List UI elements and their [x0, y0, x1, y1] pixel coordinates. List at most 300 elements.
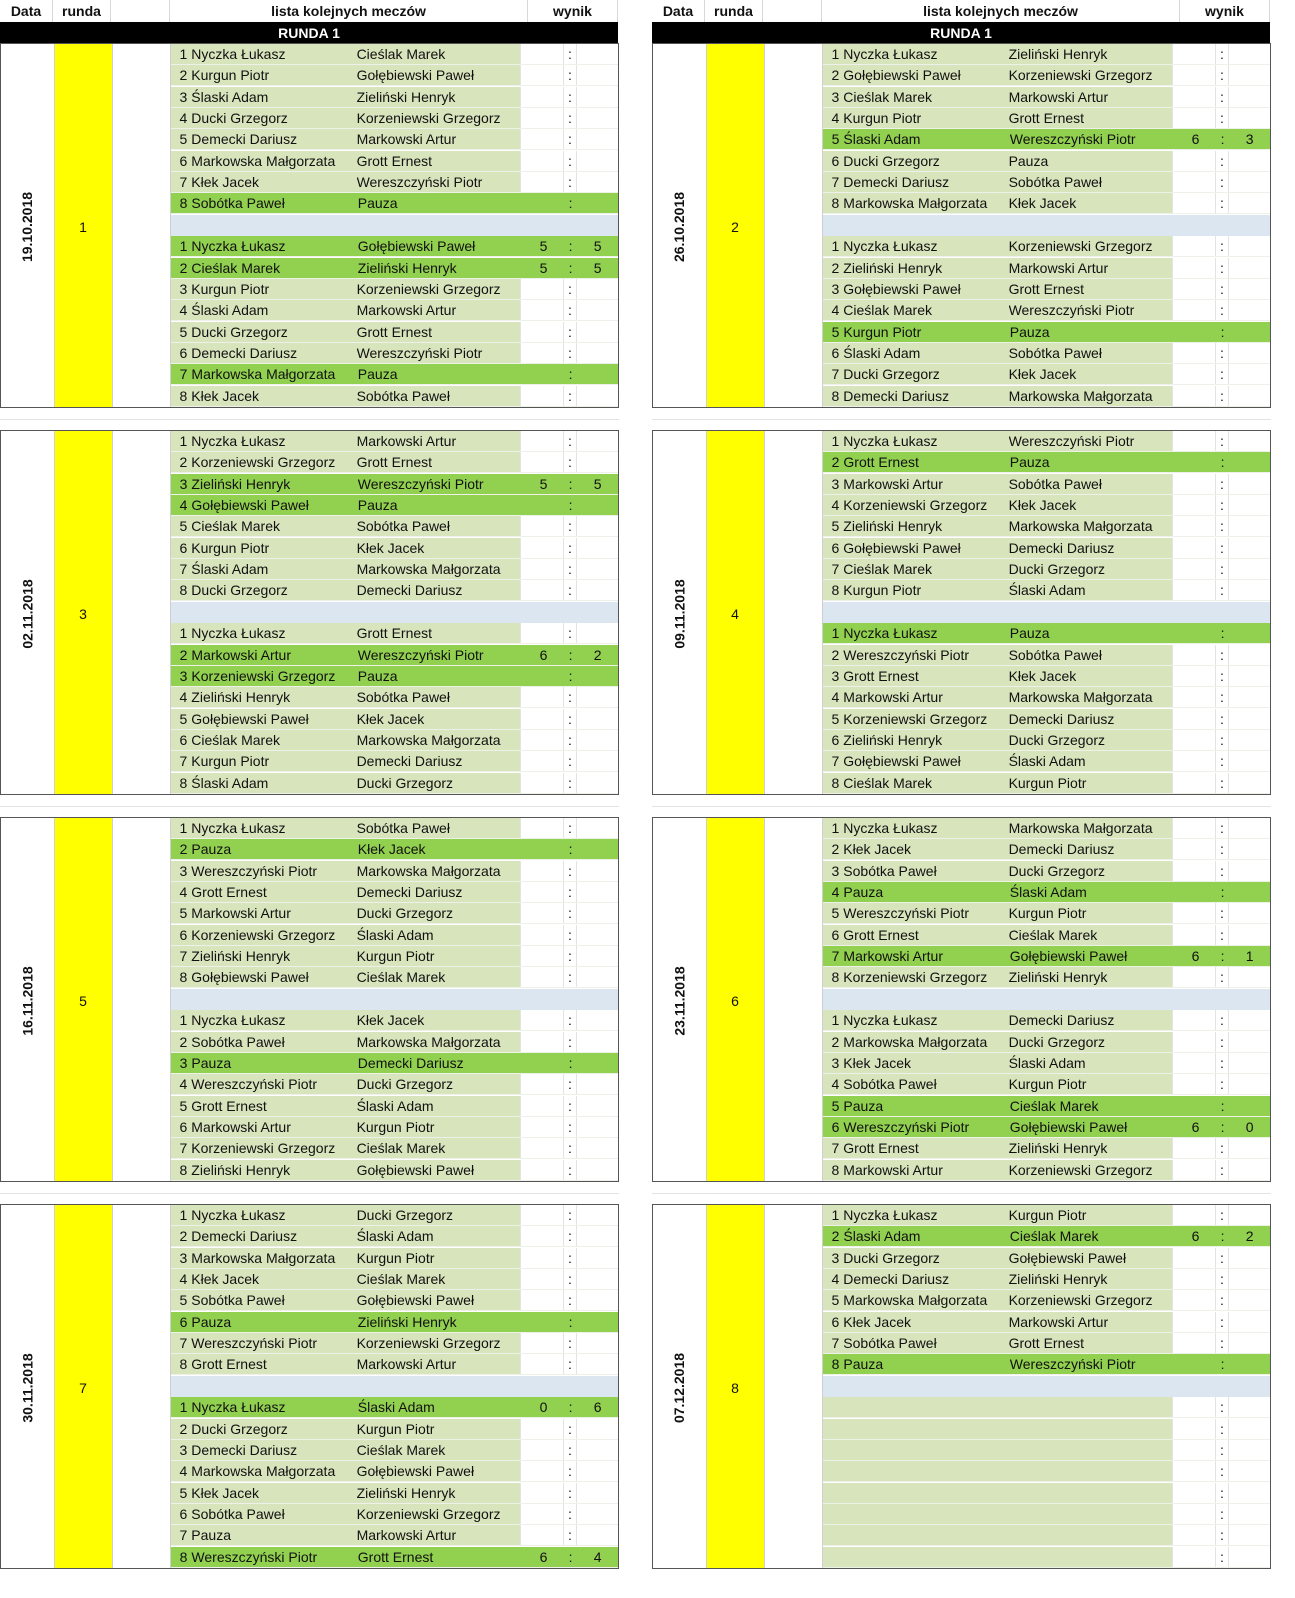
score-separator[interactable]: :: [563, 773, 576, 793]
score-b[interactable]: [1228, 495, 1271, 515]
score-a[interactable]: [1172, 1419, 1215, 1439]
score-a[interactable]: [1172, 1269, 1215, 1289]
score-a[interactable]: 6: [1191, 131, 1200, 148]
score-a[interactable]: [520, 1248, 563, 1268]
score-a[interactable]: [520, 580, 563, 600]
score-a[interactable]: [1172, 1290, 1215, 1310]
score-a[interactable]: [1172, 300, 1215, 320]
score-b[interactable]: 0: [1245, 1118, 1254, 1135]
score-separator[interactable]: :: [1215, 279, 1228, 299]
score-separator[interactable]: :: [1215, 300, 1228, 320]
score-a[interactable]: [1172, 903, 1215, 923]
score-a[interactable]: [1172, 559, 1215, 579]
score-a[interactable]: 6: [1191, 1228, 1200, 1245]
score-separator[interactable]: :: [563, 87, 576, 107]
score-separator[interactable]: :: [1220, 1228, 1225, 1245]
score-separator[interactable]: :: [563, 925, 576, 945]
score-separator[interactable]: :: [563, 1226, 576, 1246]
score-separator[interactable]: :: [563, 1333, 576, 1353]
score-a[interactable]: [520, 65, 563, 85]
score-a[interactable]: [1172, 1312, 1215, 1332]
score-a[interactable]: [1172, 1248, 1215, 1268]
score-b[interactable]: [1228, 687, 1271, 707]
score-b[interactable]: [1228, 1248, 1271, 1268]
score-a[interactable]: [1172, 580, 1215, 600]
score-separator[interactable]: :: [1215, 861, 1228, 881]
score-b[interactable]: [1228, 300, 1271, 320]
score-b[interactable]: [1228, 1461, 1271, 1481]
score-a[interactable]: [520, 1010, 563, 1030]
score-b[interactable]: [1228, 709, 1271, 729]
score-separator[interactable]: :: [563, 1117, 576, 1137]
score-b[interactable]: [1228, 967, 1271, 987]
score-a[interactable]: [1172, 730, 1215, 750]
score-a[interactable]: [1172, 861, 1215, 881]
score-a[interactable]: [520, 300, 563, 320]
score-separator[interactable]: :: [563, 1419, 576, 1439]
score-a[interactable]: [1172, 1205, 1215, 1225]
score-separator[interactable]: :: [1215, 1461, 1228, 1481]
score-b[interactable]: [1228, 364, 1271, 384]
score-separator[interactable]: :: [563, 967, 576, 987]
score-a[interactable]: [1172, 687, 1215, 707]
score-b[interactable]: [576, 1504, 619, 1524]
score-a[interactable]: 0: [539, 1399, 548, 1416]
score-b[interactable]: [576, 1440, 619, 1460]
score-b[interactable]: [576, 1333, 619, 1353]
score-a[interactable]: [520, 687, 563, 707]
score-separator[interactable]: :: [1215, 44, 1228, 64]
score-b[interactable]: [1228, 751, 1271, 771]
score-a[interactable]: [1172, 773, 1215, 793]
score-b[interactable]: [576, 1269, 619, 1289]
score-separator[interactable]: :: [1215, 1205, 1228, 1225]
score-separator[interactable]: :: [1215, 1074, 1228, 1094]
score-a[interactable]: [520, 1117, 563, 1137]
score-separator[interactable]: :: [1220, 625, 1225, 642]
score-b[interactable]: [576, 623, 619, 643]
score-separator[interactable]: :: [563, 151, 576, 171]
score-b[interactable]: [576, 559, 619, 579]
score-separator[interactable]: :: [563, 751, 576, 771]
score-a[interactable]: [520, 903, 563, 923]
score-separator[interactable]: :: [563, 1074, 576, 1094]
score-a[interactable]: [1172, 258, 1215, 278]
score-a[interactable]: [520, 1074, 563, 1094]
score-a[interactable]: [1172, 1461, 1215, 1481]
score-a[interactable]: [1172, 1138, 1215, 1158]
score-a[interactable]: [1172, 65, 1215, 85]
score-b[interactable]: 6: [593, 1399, 602, 1416]
score-b[interactable]: [1228, 1032, 1271, 1052]
score-separator[interactable]: :: [1215, 1010, 1228, 1030]
score-b[interactable]: [1228, 1483, 1271, 1503]
score-a[interactable]: [520, 172, 563, 192]
score-b[interactable]: [576, 151, 619, 171]
score-separator[interactable]: :: [563, 386, 576, 406]
score-a[interactable]: [520, 279, 563, 299]
score-a[interactable]: [1172, 386, 1215, 406]
score-b[interactable]: [576, 1525, 619, 1545]
score-separator[interactable]: :: [1215, 1248, 1228, 1268]
score-separator[interactable]: :: [568, 841, 573, 858]
score-b[interactable]: 5: [593, 238, 602, 255]
score-a[interactable]: [520, 1440, 563, 1460]
score-separator[interactable]: :: [1215, 87, 1228, 107]
score-a[interactable]: [520, 946, 563, 966]
score-b[interactable]: [576, 1074, 619, 1094]
score-b[interactable]: [576, 172, 619, 192]
score-a[interactable]: [520, 1205, 563, 1225]
score-a[interactable]: [1172, 236, 1215, 256]
score-a[interactable]: [520, 1226, 563, 1246]
score-b[interactable]: [1228, 1547, 1271, 1567]
score-a[interactable]: [520, 452, 563, 472]
score-separator[interactable]: :: [568, 238, 573, 255]
score-separator[interactable]: :: [563, 300, 576, 320]
score-a[interactable]: [1172, 925, 1215, 945]
score-separator[interactable]: :: [1215, 1547, 1228, 1567]
score-separator[interactable]: :: [1215, 1333, 1228, 1353]
score-b[interactable]: [576, 343, 619, 363]
score-b[interactable]: 2: [593, 646, 602, 663]
score-separator[interactable]: :: [563, 946, 576, 966]
score-separator[interactable]: :: [568, 1054, 573, 1071]
score-separator[interactable]: :: [1220, 454, 1225, 471]
score-b[interactable]: [576, 1483, 619, 1503]
score-separator[interactable]: :: [563, 516, 576, 536]
score-a[interactable]: [1172, 967, 1215, 987]
score-separator[interactable]: :: [1215, 751, 1228, 771]
score-b[interactable]: 2: [1245, 1228, 1254, 1245]
score-separator[interactable]: :: [1215, 925, 1228, 945]
score-a[interactable]: [1172, 1547, 1215, 1567]
score-a[interactable]: [520, 1269, 563, 1289]
score-b[interactable]: 1: [1245, 948, 1254, 965]
score-a[interactable]: [520, 151, 563, 171]
score-separator[interactable]: :: [1215, 1138, 1228, 1158]
score-a[interactable]: [520, 709, 563, 729]
score-b[interactable]: [576, 946, 619, 966]
score-separator[interactable]: :: [1215, 364, 1228, 384]
score-separator[interactable]: :: [563, 1483, 576, 1503]
score-a[interactable]: [1172, 279, 1215, 299]
score-separator[interactable]: :: [563, 1290, 576, 1310]
score-a[interactable]: [1172, 709, 1215, 729]
score-separator[interactable]: :: [563, 279, 576, 299]
score-a[interactable]: [520, 1032, 563, 1052]
score-a[interactable]: [1172, 151, 1215, 171]
score-separator[interactable]: :: [563, 1096, 576, 1116]
score-b[interactable]: [576, 322, 619, 342]
score-b[interactable]: [576, 386, 619, 406]
score-a[interactable]: [520, 343, 563, 363]
score-separator[interactable]: :: [563, 44, 576, 64]
score-b[interactable]: [576, 1461, 619, 1481]
score-b[interactable]: [1228, 1160, 1271, 1180]
score-separator[interactable]: :: [563, 1032, 576, 1052]
score-separator[interactable]: :: [1215, 903, 1228, 923]
score-separator[interactable]: :: [1215, 516, 1228, 536]
score-a[interactable]: [1172, 1032, 1215, 1052]
score-separator[interactable]: :: [563, 882, 576, 902]
score-b[interactable]: [1228, 151, 1271, 171]
score-separator[interactable]: :: [563, 1525, 576, 1545]
score-b[interactable]: [1228, 87, 1271, 107]
score-a[interactable]: [1172, 1440, 1215, 1460]
score-a[interactable]: [520, 751, 563, 771]
score-b[interactable]: [1228, 386, 1271, 406]
score-b[interactable]: [1228, 861, 1271, 881]
score-b[interactable]: [576, 861, 619, 881]
score-b[interactable]: [576, 818, 619, 838]
score-b[interactable]: [576, 1032, 619, 1052]
score-separator[interactable]: :: [563, 1461, 576, 1481]
score-b[interactable]: [576, 1354, 619, 1374]
score-a[interactable]: [520, 44, 563, 64]
score-separator[interactable]: :: [1215, 580, 1228, 600]
score-b[interactable]: [1228, 516, 1271, 536]
score-b[interactable]: [1228, 431, 1271, 451]
score-separator[interactable]: :: [1220, 131, 1225, 148]
score-a[interactable]: [1172, 1483, 1215, 1503]
score-b[interactable]: [576, 538, 619, 558]
score-separator[interactable]: :: [1220, 1356, 1225, 1373]
score-b[interactable]: [1228, 925, 1271, 945]
score-separator[interactable]: :: [563, 559, 576, 579]
score-b[interactable]: [1228, 258, 1271, 278]
score-b[interactable]: [1228, 1419, 1271, 1439]
score-b[interactable]: [576, 903, 619, 923]
score-a[interactable]: [520, 1483, 563, 1503]
score-b[interactable]: [576, 1205, 619, 1225]
score-a[interactable]: 5: [539, 238, 548, 255]
score-b[interactable]: [1228, 1205, 1271, 1225]
score-a[interactable]: [520, 773, 563, 793]
score-separator[interactable]: :: [563, 903, 576, 923]
score-separator[interactable]: :: [563, 1248, 576, 1268]
score-separator[interactable]: :: [563, 431, 576, 451]
score-b[interactable]: [1228, 903, 1271, 923]
score-separator[interactable]: :: [1215, 1483, 1228, 1503]
score-a[interactable]: [1172, 108, 1215, 128]
score-b[interactable]: [1228, 645, 1271, 665]
score-separator[interactable]: :: [563, 687, 576, 707]
score-b[interactable]: [1228, 538, 1271, 558]
score-separator[interactable]: :: [563, 452, 576, 472]
score-b[interactable]: [1228, 474, 1271, 494]
score-a[interactable]: [520, 1333, 563, 1353]
score-separator[interactable]: :: [563, 65, 576, 85]
score-separator[interactable]: :: [568, 497, 573, 514]
score-a[interactable]: [1172, 87, 1215, 107]
score-separator[interactable]: :: [1215, 645, 1228, 665]
score-a[interactable]: [1172, 1397, 1215, 1417]
score-b[interactable]: [576, 1248, 619, 1268]
score-a[interactable]: [1172, 1053, 1215, 1073]
score-b[interactable]: [576, 1290, 619, 1310]
score-separator[interactable]: :: [1215, 474, 1228, 494]
score-b[interactable]: [1228, 1269, 1271, 1289]
score-a[interactable]: [1172, 364, 1215, 384]
score-b[interactable]: 3: [1245, 131, 1254, 148]
score-a[interactable]: [1172, 516, 1215, 536]
score-b[interactable]: [1228, 818, 1271, 838]
score-b[interactable]: [576, 751, 619, 771]
score-b[interactable]: [1228, 108, 1271, 128]
score-a[interactable]: [520, 386, 563, 406]
score-a[interactable]: [520, 861, 563, 881]
score-a[interactable]: [520, 129, 563, 149]
score-b[interactable]: [1228, 172, 1271, 192]
score-b[interactable]: 5: [593, 475, 602, 492]
score-separator[interactable]: :: [563, 1138, 576, 1158]
score-b[interactable]: [576, 44, 619, 64]
score-separator[interactable]: :: [1215, 1312, 1228, 1332]
score-separator[interactable]: :: [563, 1504, 576, 1524]
score-a[interactable]: [1172, 474, 1215, 494]
score-a[interactable]: [520, 882, 563, 902]
score-b[interactable]: [576, 516, 619, 536]
score-b[interactable]: [1228, 236, 1271, 256]
score-separator[interactable]: :: [563, 1440, 576, 1460]
score-b[interactable]: [1228, 1138, 1271, 1158]
score-a[interactable]: [1172, 172, 1215, 192]
score-separator[interactable]: :: [568, 1548, 573, 1565]
score-a[interactable]: [520, 87, 563, 107]
score-separator[interactable]: :: [1215, 1269, 1228, 1289]
score-a[interactable]: 6: [1191, 948, 1200, 965]
score-separator[interactable]: :: [1215, 559, 1228, 579]
score-separator[interactable]: :: [563, 709, 576, 729]
score-separator[interactable]: :: [1220, 948, 1225, 965]
score-b[interactable]: [576, 1226, 619, 1246]
score-a[interactable]: [520, 1160, 563, 1180]
score-separator[interactable]: :: [563, 129, 576, 149]
score-separator[interactable]: :: [1215, 431, 1228, 451]
score-separator[interactable]: :: [1215, 1504, 1228, 1524]
score-separator[interactable]: :: [563, 730, 576, 750]
score-separator[interactable]: :: [1215, 773, 1228, 793]
score-b[interactable]: [576, 300, 619, 320]
score-b[interactable]: [576, 687, 619, 707]
score-separator[interactable]: :: [1215, 236, 1228, 256]
score-a[interactable]: [520, 322, 563, 342]
score-separator[interactable]: :: [1215, 839, 1228, 859]
score-a[interactable]: [520, 516, 563, 536]
score-separator[interactable]: :: [563, 1354, 576, 1374]
score-a[interactable]: [1172, 1074, 1215, 1094]
score-b[interactable]: [576, 1010, 619, 1030]
score-a[interactable]: [1172, 431, 1215, 451]
score-a[interactable]: [520, 108, 563, 128]
score-b[interactable]: [1228, 1074, 1271, 1094]
score-separator[interactable]: :: [1215, 495, 1228, 515]
score-separator[interactable]: :: [1215, 1440, 1228, 1460]
score-b[interactable]: [1228, 559, 1271, 579]
score-b[interactable]: [1228, 193, 1271, 213]
score-b[interactable]: [1228, 1333, 1271, 1353]
score-a[interactable]: [1172, 1010, 1215, 1030]
score-separator[interactable]: :: [1220, 1118, 1225, 1135]
score-separator[interactable]: :: [568, 366, 573, 383]
score-a[interactable]: [1172, 538, 1215, 558]
score-a[interactable]: [1172, 44, 1215, 64]
score-a[interactable]: [1172, 1525, 1215, 1545]
score-separator[interactable]: :: [563, 1010, 576, 1030]
score-separator[interactable]: :: [1215, 193, 1228, 213]
score-separator[interactable]: :: [563, 1269, 576, 1289]
score-b[interactable]: [1228, 730, 1271, 750]
score-separator[interactable]: :: [563, 1205, 576, 1225]
score-b[interactable]: [576, 882, 619, 902]
score-a[interactable]: [520, 623, 563, 643]
score-b[interactable]: [1228, 839, 1271, 859]
score-a[interactable]: [520, 1096, 563, 1116]
score-separator[interactable]: :: [1215, 538, 1228, 558]
score-a[interactable]: [520, 1138, 563, 1158]
score-b[interactable]: [1228, 1397, 1271, 1417]
score-separator[interactable]: :: [1220, 884, 1225, 901]
score-b[interactable]: [576, 1096, 619, 1116]
score-separator[interactable]: :: [1215, 1053, 1228, 1073]
score-separator[interactable]: :: [568, 475, 573, 492]
score-separator[interactable]: :: [1220, 323, 1225, 340]
score-separator[interactable]: :: [568, 1313, 573, 1330]
score-a[interactable]: [520, 1354, 563, 1374]
score-b[interactable]: [1228, 343, 1271, 363]
score-b[interactable]: [1228, 279, 1271, 299]
score-b[interactable]: [1228, 580, 1271, 600]
score-a[interactable]: 5: [539, 475, 548, 492]
score-b[interactable]: [576, 279, 619, 299]
score-separator[interactable]: :: [1215, 1397, 1228, 1417]
score-separator[interactable]: :: [563, 818, 576, 838]
score-b[interactable]: [1228, 1290, 1271, 1310]
score-a[interactable]: [1172, 645, 1215, 665]
score-separator[interactable]: :: [563, 623, 576, 643]
score-b[interactable]: [1228, 773, 1271, 793]
score-a[interactable]: [520, 1525, 563, 1545]
score-separator[interactable]: :: [1215, 172, 1228, 192]
score-separator[interactable]: :: [1215, 687, 1228, 707]
score-separator[interactable]: :: [1215, 967, 1228, 987]
score-a[interactable]: [1172, 1504, 1215, 1524]
score-separator[interactable]: :: [1215, 1290, 1228, 1310]
score-a[interactable]: [520, 1419, 563, 1439]
score-separator[interactable]: :: [1215, 730, 1228, 750]
score-a[interactable]: 6: [539, 1548, 548, 1565]
score-b[interactable]: [576, 967, 619, 987]
score-a[interactable]: [520, 559, 563, 579]
score-b[interactable]: [1228, 1525, 1271, 1545]
score-b[interactable]: [576, 709, 619, 729]
score-a[interactable]: [1172, 193, 1215, 213]
score-b[interactable]: [1228, 1053, 1271, 1073]
score-b[interactable]: [576, 129, 619, 149]
score-b[interactable]: [576, 1160, 619, 1180]
score-separator[interactable]: :: [563, 172, 576, 192]
score-a[interactable]: [1172, 751, 1215, 771]
score-b[interactable]: [576, 87, 619, 107]
score-b[interactable]: [576, 1117, 619, 1137]
score-b[interactable]: [1228, 666, 1271, 686]
score-separator[interactable]: :: [563, 861, 576, 881]
score-b[interactable]: 5: [593, 259, 602, 276]
score-a[interactable]: [1172, 343, 1215, 363]
score-separator[interactable]: :: [1215, 258, 1228, 278]
score-b[interactable]: [576, 1138, 619, 1158]
